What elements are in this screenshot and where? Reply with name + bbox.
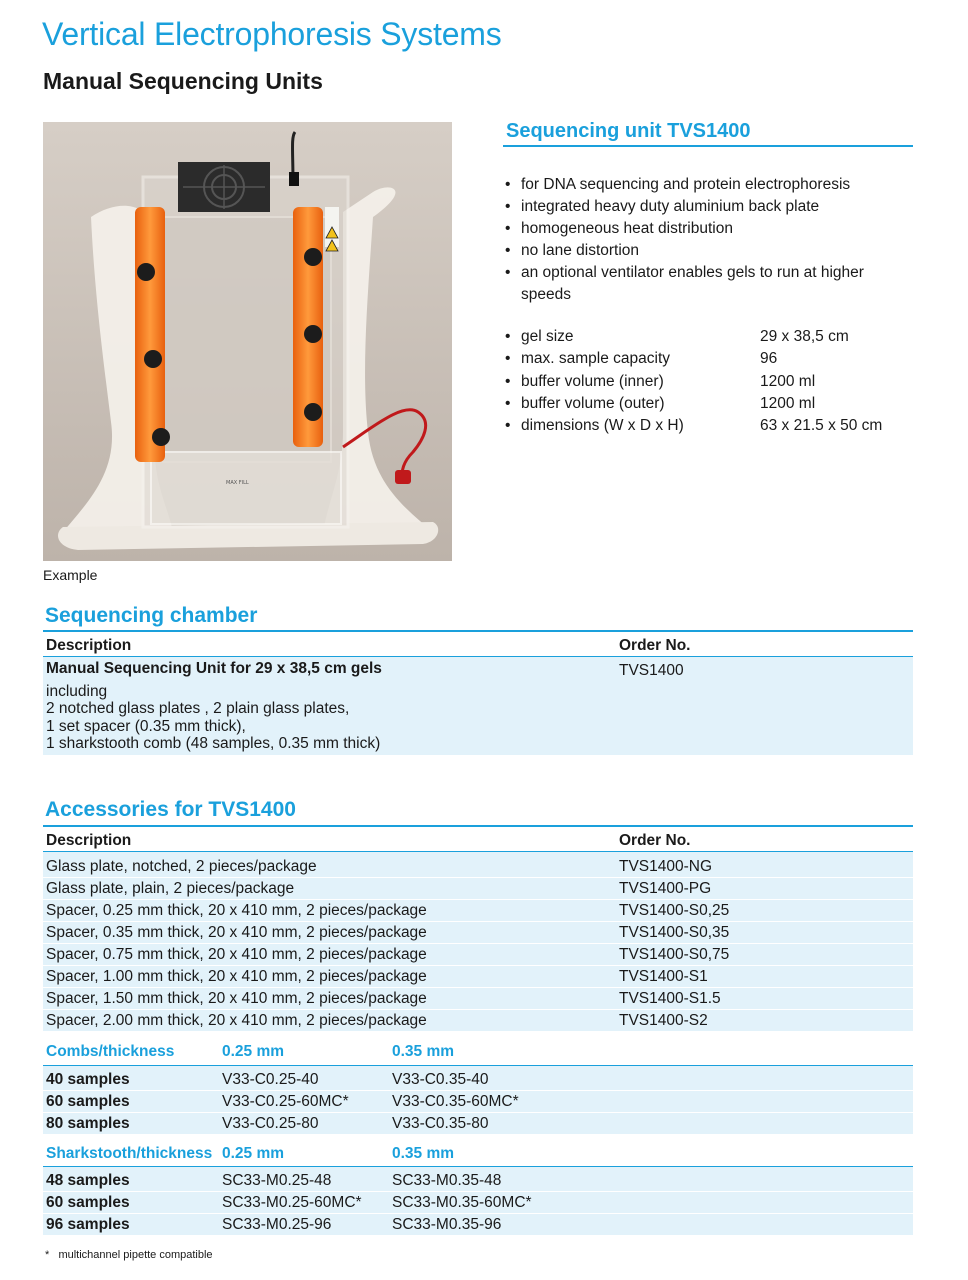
table-row	[43, 1214, 913, 1236]
footnote-text: multichannel pipette compatible	[58, 1249, 213, 1261]
spec-value: 63 x 21.5 x 50 cm	[760, 417, 883, 435]
row-order-no: SC33-M0.35-48	[392, 1172, 502, 1189]
chamber-section-title: Sequencing chamber	[45, 604, 258, 627]
table-row	[43, 966, 913, 988]
row-order-no: TVS1400-S1	[619, 968, 708, 985]
feature-list	[505, 174, 915, 306]
chamber-item-line: 2 notched glass plates , 2 plain glass plates,	[46, 700, 350, 717]
row-order-no: SC33-M0.35-96	[392, 1216, 502, 1233]
table-row	[43, 1069, 913, 1091]
table-row	[43, 1170, 913, 1192]
table-row	[43, 1010, 913, 1032]
row-samples: 60 samples	[46, 1194, 130, 1211]
feature-item: • no lane distortion	[505, 240, 915, 262]
unit-title: Sequencing unit TVS1400	[506, 120, 751, 142]
page-title: Vertical Electrophoresis Systems	[42, 16, 502, 52]
feature-item: • for DNA sequencing and protein electrophoresis	[505, 174, 915, 196]
row-order-no: SC33-M0.35-60MC*	[392, 1194, 532, 1211]
row-order-no: SC33-M0.25-48	[222, 1172, 332, 1189]
table-row	[43, 878, 913, 900]
feature-item: • homogeneous heat distribution	[505, 218, 915, 240]
chamber-item-line: including	[46, 682, 108, 700]
footnote	[45, 1249, 213, 1261]
row-samples: 80 samples	[46, 1115, 130, 1132]
combs-header-label: Combs/thickness	[46, 1043, 175, 1060]
feature-item: • an optional ventilator enables gels to run at higher speeds	[505, 262, 915, 306]
row-samples: 40 samples	[46, 1071, 130, 1088]
combs-header-col1: 0.25 mm	[222, 1043, 285, 1060]
row-description: Spacer, 1.00 mm thick, 20 x 410 mm, 2 pieces/package	[46, 968, 427, 985]
row-order-no: TVS1400-S0,75	[619, 946, 730, 963]
sharkstooth-header-label: Sharkstooth/thickness	[46, 1145, 213, 1162]
spec-label: • gel size	[521, 328, 574, 345]
accessories-table-header	[43, 827, 913, 852]
sharkstooth-header-col2: 0.35 mm	[392, 1145, 455, 1162]
table-row	[43, 856, 913, 878]
row-order-no: SC33-M0.25-60MC*	[222, 1194, 362, 1211]
col-description: Description	[46, 637, 132, 654]
col-order: Order No.	[619, 832, 691, 849]
unit-title-rule	[503, 145, 913, 147]
accessories-section-title: Accessories for TVS1400	[45, 798, 296, 821]
row-order-no: V33-C0.35-80	[392, 1115, 489, 1132]
chamber-order-no: TVS1400	[619, 662, 684, 679]
row-description: Spacer, 0.25 mm thick, 20 x 410 mm, 2 pieces/package	[46, 902, 427, 919]
row-order-no: SC33-M0.25-96	[222, 1216, 332, 1233]
row-order-no: TVS1400-S0,35	[619, 924, 730, 941]
col-order: Order No.	[619, 637, 691, 654]
table-row	[43, 1192, 913, 1214]
row-samples: 60 samples	[46, 1093, 130, 1110]
row-order-no: V33-C0.35-60MC*	[392, 1093, 519, 1110]
spec-value: 1200 ml	[760, 394, 816, 412]
col-description: Description	[46, 832, 132, 849]
page-subtitle: Manual Sequencing Units	[43, 68, 323, 94]
chamber-item-line: 1 set spacer (0.35 mm thick),	[46, 717, 246, 735]
table-row	[43, 1113, 913, 1135]
max-fill-label: MAX FILL	[226, 480, 249, 486]
row-samples: 96 samples	[46, 1216, 130, 1233]
table-row	[43, 900, 913, 922]
row-description: Glass plate, plain, 2 pieces/package	[46, 880, 295, 897]
spec-label: • dimensions (W x D x H)	[521, 417, 684, 435]
combs-header	[43, 1041, 913, 1065]
spec-label: • buffer volume (outer)	[521, 394, 665, 412]
spec-label: • buffer volume (inner)	[521, 372, 664, 390]
row-samples: 48 samples	[46, 1172, 130, 1189]
row-order-no: TVS1400-S0,25	[619, 902, 730, 919]
row-description: Glass plate, notched, 2 pieces/package	[46, 858, 317, 875]
row-order-no: V33-C0.25-80	[222, 1115, 319, 1132]
product-photo	[43, 122, 452, 561]
table-row	[43, 988, 913, 1010]
chamber-table-header	[43, 632, 913, 657]
feature-item: • integrated heavy duty aluminium back plate	[505, 196, 915, 218]
sharkstooth-header	[43, 1143, 913, 1167]
row-description: Spacer, 1.50 mm thick, 20 x 410 mm, 2 pieces/package	[46, 990, 427, 1007]
row-description: Spacer, 2.00 mm thick, 20 x 410 mm, 2 pieces/package	[46, 1012, 427, 1029]
row-order-no: TVS1400-S2	[619, 1012, 708, 1029]
spec-item	[505, 393, 915, 415]
spec-item	[505, 348, 915, 370]
row-order-no: V33-C0.25-40	[222, 1071, 319, 1088]
row-order-no: V33-C0.25-60MC*	[222, 1093, 349, 1110]
chamber-item-name: Manual Sequencing Unit for 29 x 38,5 cm gels	[46, 660, 382, 677]
spec-value: 29 x 38,5 cm	[760, 328, 849, 345]
spec-value: 96	[760, 350, 778, 368]
sharkstooth-header-col1: 0.25 mm	[222, 1145, 285, 1162]
chamber-item	[46, 660, 382, 753]
chamber-item-line: 1 sharkstooth comb (48 samples, 0.35 mm thick)	[46, 735, 381, 752]
combs-header-col2: 0.35 mm	[392, 1043, 455, 1060]
footnote-mark: *	[45, 1249, 50, 1261]
row-description: Spacer, 0.75 mm thick, 20 x 410 mm, 2 pieces/package	[46, 946, 427, 963]
spec-item	[505, 415, 915, 437]
photo-caption: Example	[43, 567, 98, 583]
row-order-no: TVS1400-S1.5	[619, 990, 721, 1007]
spec-value: 1200 ml	[760, 372, 816, 390]
table-row	[43, 944, 913, 966]
table-row	[43, 922, 913, 944]
table-row	[43, 1091, 913, 1113]
spec-item	[505, 371, 915, 393]
row-order-no: V33-C0.35-40	[392, 1071, 489, 1088]
spec-item	[505, 326, 915, 348]
row-description: Spacer, 0.35 mm thick, 20 x 410 mm, 2 pieces/package	[46, 924, 427, 941]
spec-label: • max. sample capacity	[521, 350, 671, 368]
spec-list	[505, 326, 915, 437]
row-order-no: TVS1400-NG	[619, 858, 713, 875]
row-order-no: TVS1400-PG	[619, 880, 712, 897]
